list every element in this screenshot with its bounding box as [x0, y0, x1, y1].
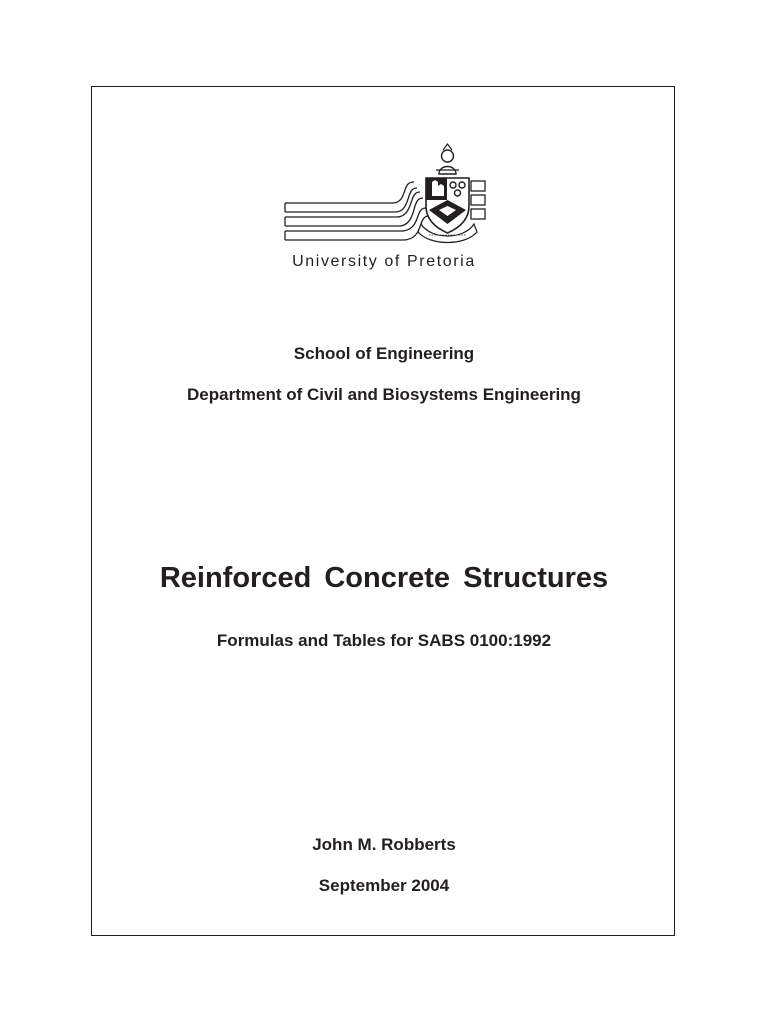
department-name: Department of Civil and Biosystems Engineering	[187, 385, 581, 404]
school-name: School of Engineering	[293, 344, 475, 363]
university-logo	[283, 140, 489, 248]
document-subtitle: Formulas and Tables for SABS 0100:1992	[216, 631, 552, 650]
publication-date: September 2004	[318, 876, 450, 895]
university-name: University of Pretoria	[292, 253, 476, 270]
document-title: Reinforced Concrete Structures	[159, 562, 609, 594]
author-name: John M. Robberts	[312, 835, 456, 854]
